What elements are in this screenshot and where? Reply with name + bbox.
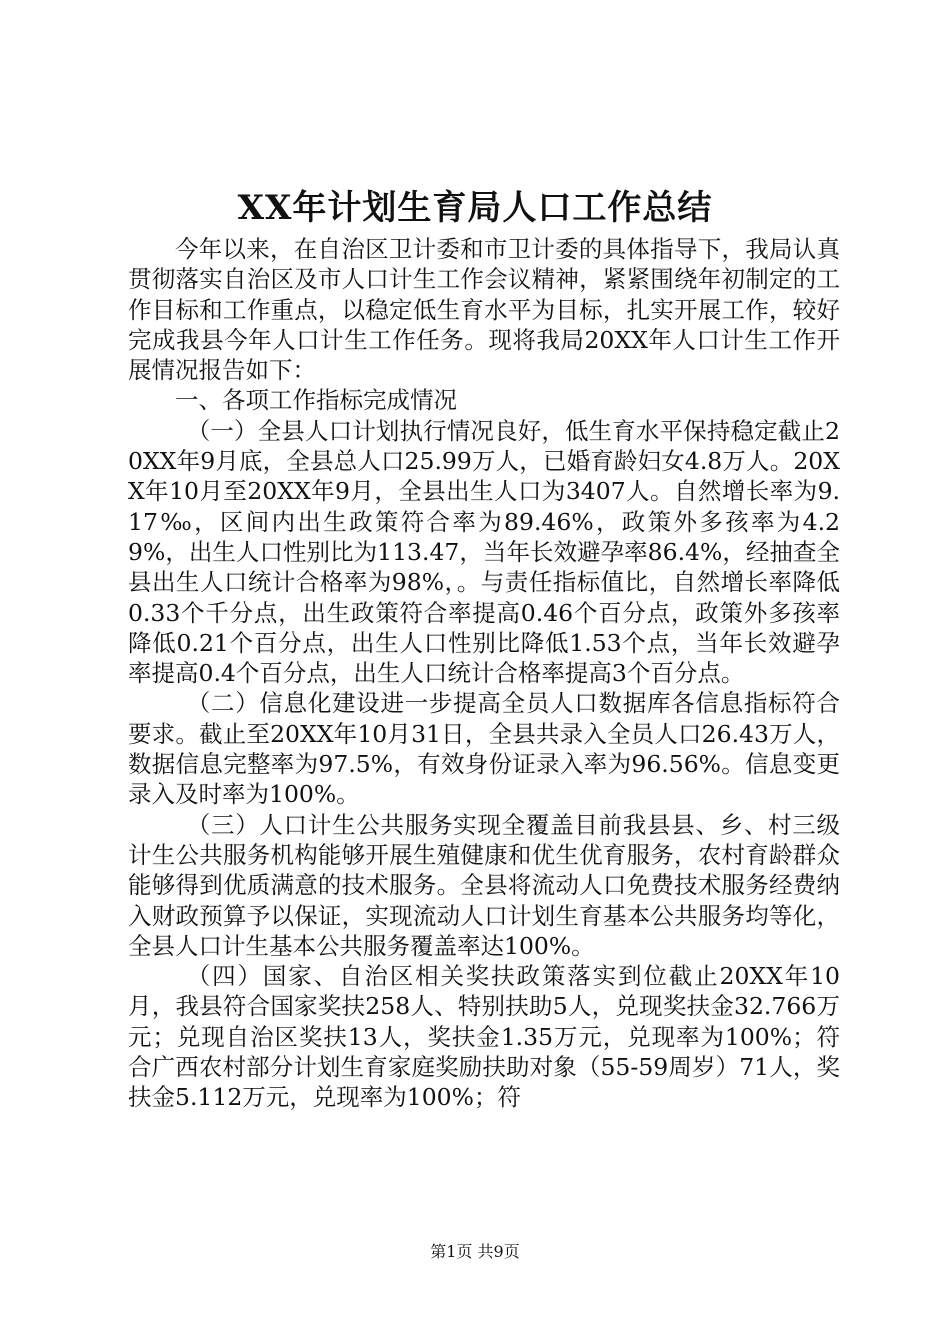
- document-title: XX年计划生育局人口工作总结: [237, 188, 713, 228]
- intro-paragraph: 今年以来，在自治区卫计委和市卫计委的具体指导下，我局认真贯彻落实自治区及市人口计生工作会议精神，紧紧围绕年初制定的工作目标和工作重点，以稳定低生育水平为目标，扎实开展工作，较好完成我县今年人口计生工作任务。现将我局20XX年人口计生工作开展情况报告如下：: [128, 235, 840, 385]
- section-item-3: （三）人口计生公共服务实现全覆盖目前我县县、乡、村三级计生公共服务机构能够开展生殖健康和优生优育服务，农村育龄群众能够得到优质满意的技术服务。全县将流动人口免费技术服务经费纳入财政预算予以保证，实现流动人口计划生育基本公共服务均等化，全县人口计生基本公共服务覆盖率达100%。: [128, 810, 840, 960]
- document-body: [128, 234, 840, 1113]
- section-item-2: （二）信息化建设进一步提高全员人口数据库各信息指标符合要求。截止至20XX年10月31日，全县共录入全员人口26.43万人，数据信息完整率为97.5%，有效身份证录入率为96.56%。信息变更录入及时率为100%。: [128, 689, 840, 809]
- section-item-1: （一）全县人口计划执行情况良好，低生育水平保持稳定截止20XX年9月底，全县总人口25.99万人，已婚育龄妇女4.8万人。20XX年10月至20XX年9月，全县出生人口为3407人。自然增长率为9.17‰，区间内出生政策符合率为89.46%，政策外多孩率为4.29%，出生人口性别比为113.47，当年长效避孕率86.4%，经抽查全县出生人口统计合格率为98%，。与责任指标值比，自然增长率降低0.33个千分点，出生政策符合率提高0.46个百分点，政策外多孩率降低0.21个百分点，出生人口性别比降低1.53个点，当年长效避孕率提高0.4个百分点，出生人口统计合格率提高3个百分点。: [128, 416, 840, 688]
- section-heading: 一、各项工作指标完成情况: [175, 386, 457, 415]
- section-item-4: （四）国家、自治区相关奖扶政策落实到位截止20XX年10月，我县符合国家奖扶258人、特别扶助5人，兑现奖扶金32.766万元；兑现自治区奖扶13人，奖扶金1.35万元，兑现率为100%；符合广西农村部分计划生育家庭奖励扶助对象（55-59周岁）71人，奖扶金5.112万元，兑现率为100%；符: [128, 962, 840, 1112]
- page-footer: 第1页 共9页: [430, 1242, 520, 1261]
